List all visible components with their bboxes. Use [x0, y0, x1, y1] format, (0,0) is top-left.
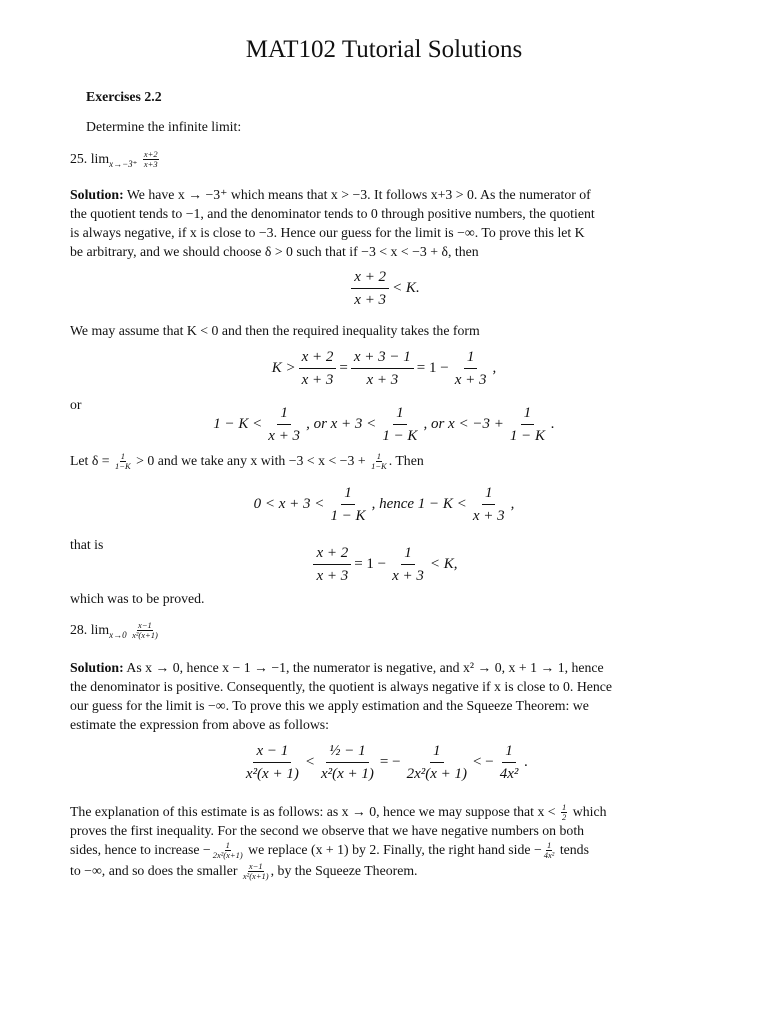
- solution-25-line-2: the quotient tends to −1, and the denominator tends to 0 through positive numbers, the quotient: [70, 206, 595, 221]
- equation-3: 1 − K < 1 x + 3 , or x + 3 < 1 1 − K , or x < −3 + $\frac{1}{1 - K}$ .: [213, 405, 555, 444]
- equation-4: 0 < x + 3 < 1 1 − K , hence 1 − K < 1 x + 3 ,: [253, 485, 515, 524]
- instruction-text: Determine the infinite limit:: [86, 119, 242, 134]
- solution-25-line-3: is always negative, if x is close to −3. Hence our guess for the limit is −∞. To prove this let K: [70, 225, 585, 240]
- solution-label: Solution:: [70, 187, 124, 202]
- problem-number: 28.: [70, 622, 88, 637]
- proved-text: which was to be proved.: [70, 591, 205, 606]
- solution-28-line-3: our guess for the limit is −∞. To prove this we apply estimation and the Squeeze Theorem: we: [70, 698, 589, 713]
- equation-6: x − 1 x²(x + 1) < $\frac{\text{½ − 1}}{\text{x²(x + 1)}}$ = − $\frac{1}{\text{2x²(x + 1)}}$ < − $\frac{1}{\text{4x²}}$ .: [245, 743, 529, 782]
- limit-subscript: x→0: [109, 630, 127, 640]
- solution-label: Solution:: [70, 660, 124, 675]
- assumption-text: We may assume that K < 0 and then the required inequality takes the form: [70, 323, 480, 338]
- equation-1: x + 2 x + 3 < K.: [0, 268, 768, 309]
- explanation-line-4: to −∞, and so does the smaller $\frac{x-1}{\text{x²(x+1)}}$ , by the Squeeze Theorem.: [70, 861, 418, 882]
- limit-subscript: x→−3⁺: [109, 159, 138, 169]
- let-delta-line: Let δ = $\frac{1}{1-K}$ > 0 and we take any x with −3 < x < −3 + $\frac{1}{1-K}$ . Then: [70, 451, 424, 472]
- limit-fraction: $\frac{x+2}{x+3}$: [143, 149, 158, 170]
- explanation-line-2: proves the first inequality. For the second we observe that we have negative numbers on both: [70, 823, 585, 838]
- that-is-text: that is: [70, 537, 104, 552]
- equation-2: K > $\frac{x + 2}{x + 3}$ = $\frac{x + 3 - 1}{x + 3}$ = 1 − $\frac{1}{x + 3}$ ,: [271, 349, 497, 388]
- limit-operator: lim: [90, 622, 110, 637]
- solution-25-line-4: be arbitrary, and we should choose δ > 0 such that if −3 < x < −3 + δ, then: [70, 244, 479, 259]
- explanation-line-1: The explanation of this estimate is as follows: as x → 0, hence we may suppose that x < $\frac{1}{2}$ which: [70, 802, 607, 823]
- limit-operator: lim: [90, 151, 110, 166]
- problem-25-statement: [70, 150, 700, 174]
- equation-5: $\frac{x + 2}{x + 3}$ = 1 − $\frac{1}{x + 3}$ < K,: [0, 544, 768, 585]
- page-title: MAT102 Tutorial Solutions: [245, 36, 523, 63]
- problem-28-statement: [70, 621, 700, 645]
- limit-fraction: $\frac{x-1}{\text{x²(x+1)}}$: [132, 620, 158, 641]
- solution-28-line-1: Solution: As x → 0, hence x − 1 → −1, the numerator is negative, and x² → 0, x + 1 → 1, hence: [70, 660, 604, 675]
- solution-28-line-2: the denominator is positive. Consequently, the quotient is always negative if x is close to 0. Hence: [70, 679, 613, 694]
- problem-number: 25.: [70, 151, 88, 166]
- solution-25-line-1: Solution: We have x → −3⁺ which means that x > −3. It follows x+3 > 0. As the numerator of: [70, 187, 591, 202]
- solution-28-line-4: estimate the expression from above as follows:: [70, 717, 330, 732]
- section-heading: Exercises 2.2: [86, 89, 162, 104]
- explanation-line-3: sides, hence to increase − $\frac{1}{\text{2x²(x+1)}}$ we replace (x + 1) by 2. Finally, the right hand side − $\frac{1}{\text{4x²}}$ tends: [70, 840, 589, 861]
- or-word: or: [70, 397, 82, 412]
